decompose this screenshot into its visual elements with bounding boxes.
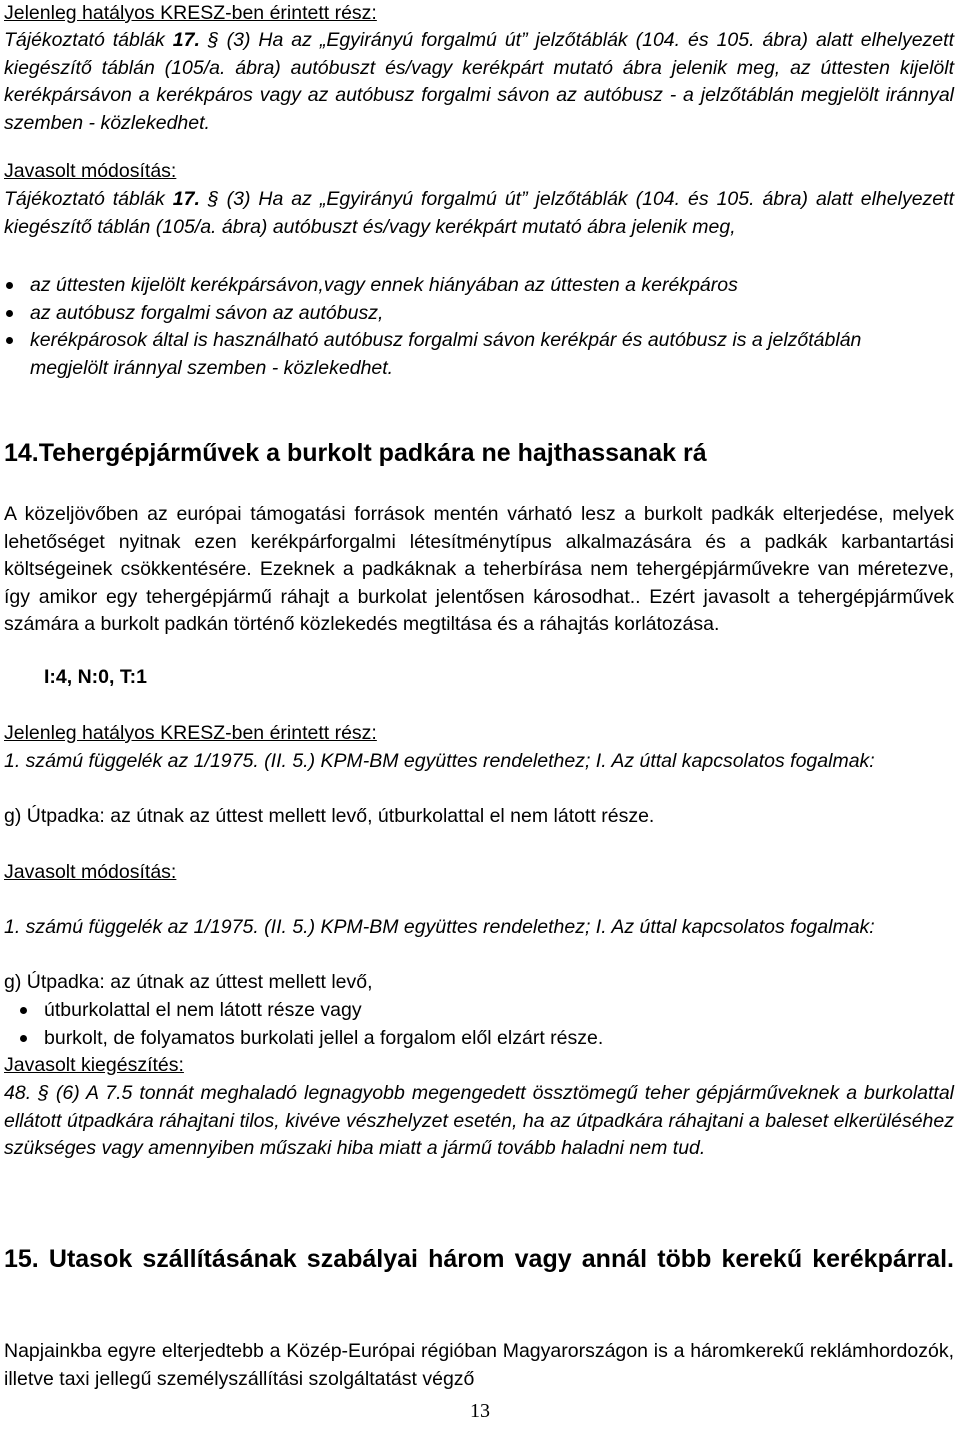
proposed-supplement-heading: Javasolt kiegészítés: (4, 1054, 184, 1076)
proposed-change-reference: 1. számú függelék az 1/1975. (II. 5.) KPM-BM együttes rendelethez; I. Az úttal kapcsolatos fogalmak: (4, 916, 875, 938)
proposed-change-list (4, 997, 938, 1052)
section-sign-icon: § (207, 29, 219, 51)
proposed-change-text: Tájékoztató táblák 17. § (3) Ha az „Egyirányú forgalmú út” jelzőtáblák (104. és 105. ábra) alatt elhelyezett kiegészítő táblán (105/a. ábra) autóbuszt és/vagy kerékpárt mutató ábra jelenik meg, (4, 188, 954, 238)
current-rule-text: Tájékoztató táblák 17. § (3) Ha az „Egyirányú forgalmú út” jelzőtáblák (104. és 105. ábra) alatt elhelyezett kiegészítő táblán (105/a. ábra) autóbuszt és/vagy kerékpárt mutató ábra jelenik meg, az úttesten kijelölt kerékpársávon a kerékpáros vagy az autóbusz forgalmi sávon az autóbusz - a jelzőtáblán megjelölt iránnyal szemben - közlekedhet. (4, 29, 954, 134)
section-sign-icon: § (38, 1082, 49, 1104)
current-rule-heading: Jelenleg hatályos KRESZ-ben érintett rész: (4, 2, 377, 24)
current-rule-definition: g) Útpadka: az útnak az úttest mellett levő, útburkolattal el nem látott része. (4, 805, 655, 827)
proposed-change-heading: Javasolt módosítás: (4, 861, 177, 883)
list-item: kerékpárosok által is használható autóbusz forgalmi sávon kerékpár és autóbusz is a jelzőtáblán megjelölt iránnyal szemben - közlekedhet. (4, 327, 924, 382)
current-rule-heading: Jelenleg hatályos KRESZ-ben érintett rész: (4, 722, 377, 744)
proposed-change-list (4, 272, 924, 382)
list-item: útburkolattal el nem látott része vagy (18, 997, 938, 1025)
section-sign-icon: § (207, 188, 219, 210)
section-14-body: A közeljövőben az európai támogatási források mentén várható lesz a burkolt padkák elterjedése, melyek lehetőséget nyitnak ezen kerékpárforgalmi létesítménytípus alkalmazására és a padkák karbantartási költségeinek csökkentésére. Ezeknek a padkáknak a teherbírása nem tehergépjárművekre van méretezve, így amikor egy tehergépjármű ráhajt a burkolat jelentősen károsodhat.. Ezért javasolt a tehergépjárművek számára a burkolt padkán történő közlekedés megtiltása és a ráhajtás korlátozása. (4, 503, 954, 636)
section-14-title: 14.Tehergépjárművek a burkolt padkára ne hajthassanak rá (4, 439, 707, 467)
proposed-supplement-text: 48. § (6) A 7.5 tonnát meghaladó legnagyobb megengedett össztömegű teher gépjárműveknek a burkolattal ellátott útpadkára ráhajtani tilos, kivéve vészhelyzet esetén, ha az útpadkára ráhajtani a baleset elkerüléséhez szükséges vagy amennyiben műszaki hiba miatt a jármű tovább haladni nem tud. (4, 1082, 955, 1160)
proposed-change-heading: Javasolt módosítás: (4, 160, 177, 182)
list-item: az autóbusz forgalmi sávon az autóbusz, (4, 300, 924, 328)
list-item: az úttesten kijelölt kerékpársávon,vagy ennek hiányában az úttesten a kerékpáros (4, 272, 924, 300)
section-15-body: Napjainkba egyre elterjedtebb a Közép-Európai régióban Magyarországon is a háromkerekű reklámhordozók, illetve taxi jellegű személyszállítási szolgáltatást végző (4, 1340, 954, 1390)
section-15-title: 15. Utasok szállításának szabályai három vagy annál több kerekű kerékpárral. (4, 1245, 954, 1273)
list-item: burkolt, de folyamatos burkolati jellel a forgalom elől elzárt része. (18, 1025, 938, 1053)
page-number: 13 (470, 1400, 490, 1422)
vote-result: I:4, N:0, T:1 (44, 666, 147, 688)
proposed-change-definition: g) Útpadka: az útnak az úttest mellett levő, (4, 971, 373, 993)
current-rule-reference: 1. számú függelék az 1/1975. (II. 5.) KPM-BM együttes rendelethez; I. Az úttal kapcsolatos fogalmak: (4, 750, 875, 772)
